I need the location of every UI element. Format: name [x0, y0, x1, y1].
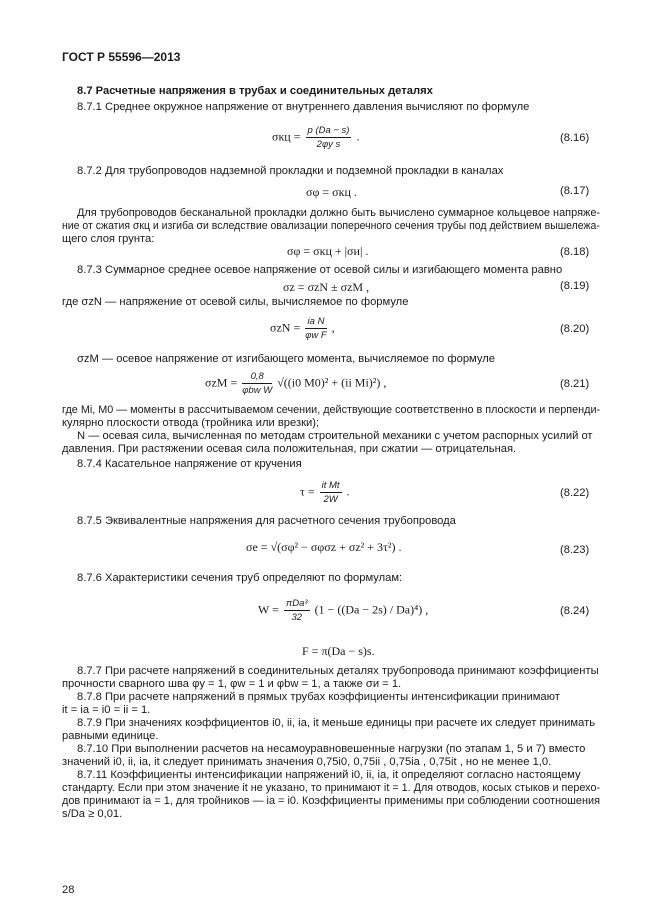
paragraph-line: значений i0, ii, ia, it следует принимать значения 0,75i0, 0,75ii , 0,75ia , 0,75it , но не менее 1,0.: [62, 756, 552, 768]
paragraph-line: 8.7.1 Среднее окружное напряжение от внутреннего давления вычисляют по формуле: [77, 101, 530, 113]
formula-lhs: W =: [258, 602, 279, 617]
formula-tail: .: [346, 484, 350, 499]
formula-tail: ,: [331, 320, 335, 335]
formula-tail: .: [356, 129, 360, 144]
formula-lhs: σкц =: [272, 129, 301, 144]
formula-8-16: [272, 125, 359, 150]
formula-number: (8.17): [560, 185, 590, 197]
formula-denominator: φbw W: [242, 385, 273, 396]
paragraph-line: стандарту. Если при этом значение it не указано, то принимают it = 1. Для отводов, косых стыков и перехо-: [62, 782, 601, 794]
formula-number: (8.19): [560, 280, 590, 292]
paragraph-line: щего слоя грунта:: [62, 233, 155, 245]
formula-8-19: σz = σzN ± σzM ,: [283, 280, 370, 294]
paragraph-line: 8.7.3 Суммарное среднее осевое напряжение от осевой силы и изгибающего момента равно: [77, 264, 563, 276]
paragraph-line: it = ia = i0 = ii = 1.: [62, 704, 151, 716]
formula-denominator: 2φy s: [316, 139, 341, 150]
paragraph-line: 8.7.4 Касательное напряжение от кручения: [77, 458, 302, 470]
paragraph-line: где Mi, M0 — моменты в рассчитываемом сечении, действующие соответственно в плоскости и перпенди-: [62, 404, 601, 416]
paragraph-line: 8.7.9 При значениях коэффициентов i0, ii, ia, it меньше единицы при расчете их следует принимать: [77, 717, 596, 729]
formula-numerator: ia N: [305, 316, 327, 329]
paragraph-line: где σzN — напряжение от осевой силы, вычисляемое по формуле: [62, 296, 409, 308]
formula-lhs: σzN =: [270, 320, 301, 335]
paragraph-line: 8.7.11 Коэффициенты интенсификации напряжений i0, ii, ia, it определяют согласно настоящему: [77, 769, 581, 781]
formula-denominator: 32: [291, 612, 303, 623]
formula-f: F = π(Da − s)s.: [302, 644, 375, 658]
paragraph-line: Для трубопроводов бесканальной прокладки должно быть вычислено суммарное кольцевое напряже-: [77, 207, 601, 219]
document-standard-header: ГОСТ Р 55596—2013: [62, 50, 181, 64]
formula-denominator: φw F: [305, 330, 327, 341]
paragraph-line: давления. При растяжении осевая сила положительная, при сжатии — отрицательная.: [62, 443, 517, 455]
paragraph-line: 8.7.8 При расчете напряжений в прямых трубах коэффициенты интенсификации принимают: [77, 691, 560, 703]
formula-numerator: it Mt: [321, 480, 340, 491]
formula-number: (8.21): [560, 378, 590, 390]
paragraph-line: 8.7.7 При расчете напряжений в соединительных деталях трубопровода принимают коэффициенты: [77, 665, 599, 677]
paragraph-line: равными единице.: [62, 730, 159, 742]
paragraph-line: 8.7.5 Эквивалентные напряжения для расчетного сечения трубопровода: [77, 515, 456, 527]
formula-lhs: σzM =: [205, 375, 238, 390]
formula-8-20: [270, 316, 335, 341]
formula-8-23: σe = √(σφ² − σφσz + σz² + 3τ²) .: [246, 540, 402, 554]
formula-8-18: σφ = σкц + |σи| .: [287, 244, 369, 258]
formula-denominator: 2W: [323, 494, 338, 505]
formula-8-21: [205, 371, 386, 396]
paragraph-line: 8.7.10 При выполнении расчетов на несамоуравновешенные нагрузки (по этапам 1, 5 и 7) вместо: [77, 743, 586, 755]
formula-numerator: πDa³: [285, 598, 308, 609]
paragraph-line: N — осевая сила, вычисленная по методам строительной механики с учетом распорных усилий от: [77, 430, 593, 442]
formula-number: (8.20): [560, 323, 590, 335]
formula-lhs: τ =: [300, 484, 315, 499]
formula-number: (8.24): [560, 605, 590, 617]
paragraph-line: прочности сварного шва φy = 1, φw = 1 и φbw = 1, а также σи = 1.: [62, 678, 402, 690]
formula-numerator: 0,8: [242, 371, 272, 384]
section-title: 8.7 Расчетные напряжения в трубах и соединительных деталях: [77, 85, 433, 97]
formula-number: (8.22): [560, 487, 590, 499]
formula-tail: (1 − ((Da − 2s) / Da)⁴) ,: [314, 602, 429, 617]
paragraph-line: s/Da ≥ 0,01.: [62, 808, 123, 820]
paragraph-line: 8.7.6 Характеристики сечения труб определяют по формулам:: [77, 572, 403, 584]
paragraph-line: ние от сжатия σкц и изгиба σи вследствие овализации поперечного сечения трубы под действием вышележа-: [62, 220, 600, 232]
formula-8-22: [300, 480, 350, 505]
formula-tail: √((i0 M0)² + (ii Mi)²) ,: [277, 375, 387, 390]
paragraph-line: σzM — осевое напряжение от изгибающего момента, вычисляемое по формуле: [77, 353, 495, 365]
formula-8-17: σφ = σкц .: [306, 185, 357, 199]
formula-number: (8.18): [560, 246, 590, 258]
page-number: 28: [62, 884, 75, 896]
paragraph-line: кулярно плоскости отвода (тройника или врезки);: [62, 417, 320, 429]
formula-numerator: p (Da − s): [307, 125, 350, 136]
paragraph-line: 8.7.2 Для трубопроводов надземной прокладки и подземной прокладки в каналах: [77, 165, 504, 177]
paragraph-line: дов принимают ia = 1, для тройников — ia = i0. Коэффициенты применимы при соблюдении соотношения: [62, 795, 600, 807]
formula-8-24: [258, 598, 428, 623]
formula-number: (8.23): [560, 544, 590, 556]
formula-number: (8.16): [560, 132, 590, 144]
